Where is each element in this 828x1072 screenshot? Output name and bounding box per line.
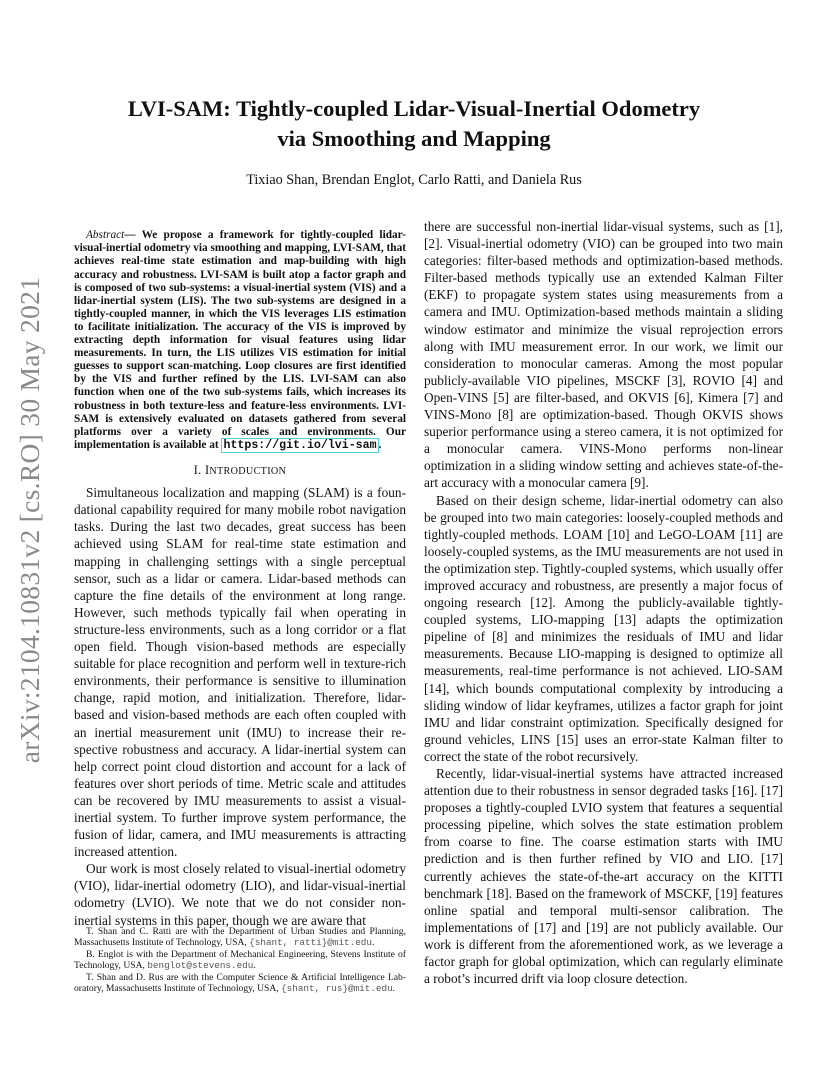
title-line-2: via Smoothing and Mapping xyxy=(277,126,551,151)
intro-paragraph: Simultaneous localization and mapping (SLAM) is a foundational capability required for many mobile robot navigation tasks. During the last two decades, great success has been achieved using SLAM for real-time state estimation and mapping in challenging settings with a single perceptual sensor, such as a lidar or camera. Lidar-based methods can capture the fine details of the environment at long range. However, such methods typically fail when operating in structure-less environments, such as a long corridor or a flat open field. Though vision-based methods are especially suitable for place recognition and perform well in texture-rich environments, their performance is sensitive to illumination change, rapid motion, and initialization. Therefore, lidar-based and vision-based methods are each often coupled with an inertial measurement unit (IMU) to increase their respective robustness and accuracy. A lidar-inertial system can help correct point cloud distortion and account for a lack of features over short periods of time. Metric scale and attitudes can be recovered by IMU measurements to assist a visual-inertial system. To further improve system performance, the fusion of lidar, camera, and IMU measurements is attracting increased attention. xyxy=(74,485,406,860)
intro-paragraph: Our work is most closely related to visual-inertial odometry (VIO), lidar-inertial odometry (LIO), and lidar-visual-inertial odometry (LVIO). We note that we do not consider non-inertial systems in this paper, though we are aware that xyxy=(74,861,406,928)
arxiv-identifier-text: arXiv:2104.10831v2 [cs.RO] 30 May 2021 xyxy=(14,276,45,764)
footnote-end: . xyxy=(392,983,396,995)
paper-title xyxy=(0,94,828,154)
author-list: Tixiao Shan, Brendan Englot, Carlo Ratti, and Daniela Rus xyxy=(246,172,582,188)
abstract-end: . xyxy=(378,438,382,451)
footnote-text: B. Englot is with the Department of Mechanical Engineering, Stevens Institute of Technology, USA, xyxy=(74,948,406,972)
footnote-end: . xyxy=(371,937,375,949)
footnote-email: benglot@stevens.edu xyxy=(147,960,254,972)
abstract-text: — We propose a framework for tightly-coupled lidar-visual-inertial odometry via smoothing and mapping, LVI-SAM, that achieves real-time state estimation and map-building with high accuracy and robustness. LVI-SAM is built atop a factor graph and is composed of two sub-systems: a visual-inertial system (VIS) and a lidar-inertial system (LIS). The two sub-systems are designed in a tightly-coupled manner, in which the VIS leverages LIS estimation to facilitate initialization. The accuracy of the VIS is improved by extracting depth information for visual features using lidar measurements. In turn, the LIS utilizes VIS estimation for initial guesses to support scan-matching. Loop closures are first identified by the VIS and further refined by the LIS. LVI-SAM can also function when one of the two sub-systems fails, which increases its robustness in both texture-less and feature-less environments. LVI-SAM is extensively evaluated on datasets gathered from several platforms over a variety of scales and environments. Our implementation is available at xyxy=(74,229,406,451)
body-paragraph: there are successful non-inertial lidar-visual systems, such as [1], [2]. Visual-inertial odometry (VIO) can be grouped into two main categories: filter-based methods and optimization-based methods. Filter-based methods typically use an extended Kalman Filter (EKF) to propagate system states using measurements from a camera and IMU. Optimization-based methods maintain a sliding window estimator and minimize the visual reprojection errors along with IMU measurement error. In our work, we limit our consideration to monocular cameras. Among the most popular publicly-available VIO pipelines, MSCKF [3], ROVIO [4] and Open-VINS [5] are filter-based, and OKVIS [6], Kimera [7] and VINS-Mono [8] are optimization-based. Though OKVIS shows superior performance using a stereo camera, it is not optimized for a monocular camera. VINS-Mono performs non-linear optimization in a sliding window setting and achieves state-of-the-art accuracy with a monocular camera [9]. xyxy=(424,219,783,491)
right-column xyxy=(424,218,783,987)
section-heading-introduction xyxy=(74,463,406,478)
footnote xyxy=(74,949,406,972)
footnote xyxy=(74,972,406,995)
affiliation-footnotes xyxy=(74,926,406,994)
footnote-text: T. Shan and D. Rus are with the Computer Science & Artificial Intelligence Laboratory, Massachusetts Institute of Technology, USA, xyxy=(74,971,406,995)
footnote-email: {shant, rus}@mit.edu xyxy=(281,983,393,995)
body-paragraph: Recently, lidar-visual-inertial systems have attracted increased attention due to their robustness in sensor degraded tasks [16]. [17] proposes a tightly-coupled LVIO system that features a sequential processing pipeline, which solves the state estimation problem from coarse to fine. The coarse estimation starts with IMU prediction and is then further refined by VIO and LIO. [17] currently achieves the state-of-the-art accuracy on the KITTI benchmark [18]. Based on the framework of MSCKF, [19] features online spatial and temporal multi-sensor calibration. The implementations of [17] and [19] are not publicly available. Our work is different from the aforementioned work, as we leverage a factor graph for global optimization, which can regularly eliminate a robot’s incurred drift via loop closure detection. xyxy=(424,766,783,987)
footnote xyxy=(74,926,406,949)
footnote-end: . xyxy=(253,960,256,972)
footnote-text: T. Shan and C. Ratti are with the Department of Urban Studies and Planning, Massachusetts Institute of Technology, USA, xyxy=(74,926,406,949)
section-name-rest: NTRODUCTION xyxy=(209,466,287,478)
left-column xyxy=(74,218,406,929)
section-name-initial: I xyxy=(204,463,210,478)
arxiv-identifier-stamp xyxy=(10,260,50,780)
section-number: I. xyxy=(193,463,202,478)
footnote-email: {shant, ratti}@mit.edu xyxy=(249,937,372,949)
body-paragraph: Based on their design scheme, lidar-inertial odometry can also be grouped into two main categories: loosely-coupled methods and tightly-coupled methods. LOAM [10] and LeGO-LOAM [11] are loosely-coupled systems, as the IMU measurements are not used in the optimization step. Tightly-coupled systems, which usually offer improved accuracy and robustness, are presently a major focus of ongoing research [12]. Among the publicly-available tightly-coupled systems, LIO-mapping [13] adapts the optimization pipeline of [8] and minimizes the residuals of IMU and lidar measurements. Because LIO-mapping is designed to optimize all measurements, real-time performance is not achieved. LIO-SAM [14], which bounds computational complexity by introducing a sliding window of lidar keyframes, utilizes a factor graph for joint IMU and lidar constraint optimization. Specifically designed for ground vehicles, LINS [15] uses an error-state Kalman filter to correct the state of the robot recursively. xyxy=(424,492,783,764)
abstract xyxy=(74,229,406,452)
abstract-label: Abstract xyxy=(86,229,125,242)
title-line-1: LVI-SAM: Tightly-coupled Lidar-Visual-Inertial Odometry xyxy=(127,96,701,121)
code-url-link[interactable]: https://git.io/lvi-sam xyxy=(223,438,377,452)
